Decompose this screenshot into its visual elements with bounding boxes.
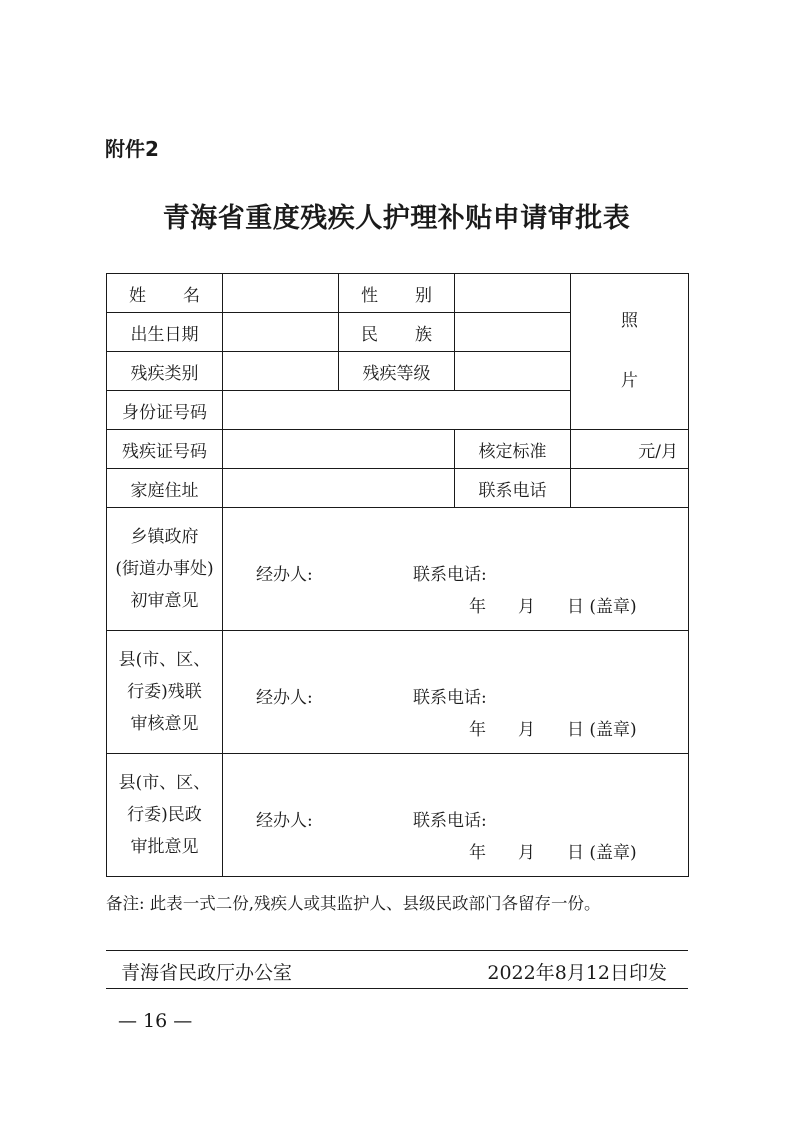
disability-cert-field[interactable] [223, 430, 455, 469]
gender-field[interactable] [455, 274, 571, 313]
section-label-line: 初审意见 [130, 591, 199, 611]
disability-level-field[interactable] [455, 352, 571, 391]
county-federation-review-label [107, 631, 223, 754]
clerk-label: 经办人: [256, 811, 313, 831]
contact-phone-label: 联系电话: [413, 565, 487, 585]
township-review-label [107, 508, 223, 631]
form-note: 备注: 此表一式二份,残疾人或其监护人、县级民政部门各留存一份。 [106, 894, 601, 913]
section-label-line: 审核意见 [130, 714, 199, 734]
date-stamp-line [469, 838, 637, 863]
section-label-line: 行委)残联 [127, 682, 202, 702]
ethnicity-field[interactable] [455, 313, 571, 352]
county-civil-affairs-approval-box[interactable] [223, 754, 689, 877]
day-seal-label: 日 (盖章) [567, 843, 637, 863]
date-stamp-line [469, 592, 637, 617]
id-number-label: 身份证号码 [107, 391, 223, 430]
county-civil-affairs-approval-label [107, 754, 223, 877]
section-label-line: (街道办事处) [115, 559, 214, 579]
birth-field[interactable] [223, 313, 339, 352]
disability-cert-label: 残疾证号码 [107, 430, 223, 469]
day-seal-label: 日 (盖章) [567, 597, 637, 617]
gender-label: 性 别 [339, 274, 455, 313]
section-label-line: 审批意见 [130, 837, 199, 857]
address-field[interactable] [223, 469, 455, 508]
id-number-field[interactable] [223, 391, 571, 430]
date-stamp-line [469, 715, 637, 740]
month-label: 月 [518, 720, 535, 740]
month-label: 月 [518, 597, 535, 617]
footer-bottom-rule [106, 988, 688, 989]
year-label: 年 [469, 843, 486, 863]
standard-field[interactable]: 元/月 [571, 430, 689, 469]
section-label-line: 乡镇政府 [130, 527, 199, 547]
disability-type-field[interactable] [223, 352, 339, 391]
year-label: 年 [469, 720, 486, 740]
phone-field[interactable] [571, 469, 689, 508]
day-seal-label: 日 (盖章) [567, 720, 637, 740]
name-label: 姓 名 [107, 274, 223, 313]
photo-label-bottom: 片 [621, 370, 638, 391]
application-form [106, 273, 689, 877]
photo-box[interactable] [571, 274, 689, 430]
ethnicity-label: 民 族 [339, 313, 455, 352]
township-review-box[interactable] [223, 508, 689, 631]
form-title: 青海省重度残疾人护理补贴申请审批表 [162, 203, 631, 234]
clerk-label: 经办人: [256, 688, 313, 708]
section-label-line: 县(市、区、 [118, 650, 211, 670]
standard-label: 核定标准 [455, 430, 571, 469]
address-label: 家庭住址 [107, 469, 223, 508]
county-federation-review-box[interactable] [223, 631, 689, 754]
footer-issuer: 青海省民政厅办公室 [121, 962, 293, 984]
section-label-line: 县(市、区、 [118, 773, 211, 793]
section-label-line: 行委)民政 [127, 805, 202, 825]
photo-label-top: 照 [621, 310, 638, 331]
clerk-label: 经办人: [256, 565, 313, 585]
phone-label: 联系电话 [455, 469, 571, 508]
year-label: 年 [469, 597, 486, 617]
footer-date: 2022年8月12日印发 [487, 962, 667, 984]
footer-top-rule [106, 950, 688, 951]
disability-type-label: 残疾类别 [107, 352, 223, 391]
page-number: — 16 — [118, 1010, 193, 1032]
contact-phone-label: 联系电话: [413, 811, 487, 831]
birth-label: 出生日期 [107, 313, 223, 352]
attachment-label: 附件2 [105, 137, 159, 161]
contact-phone-label: 联系电话: [413, 688, 487, 708]
disability-level-label: 残疾等级 [339, 352, 455, 391]
month-label: 月 [518, 843, 535, 863]
name-field[interactable] [223, 274, 339, 313]
